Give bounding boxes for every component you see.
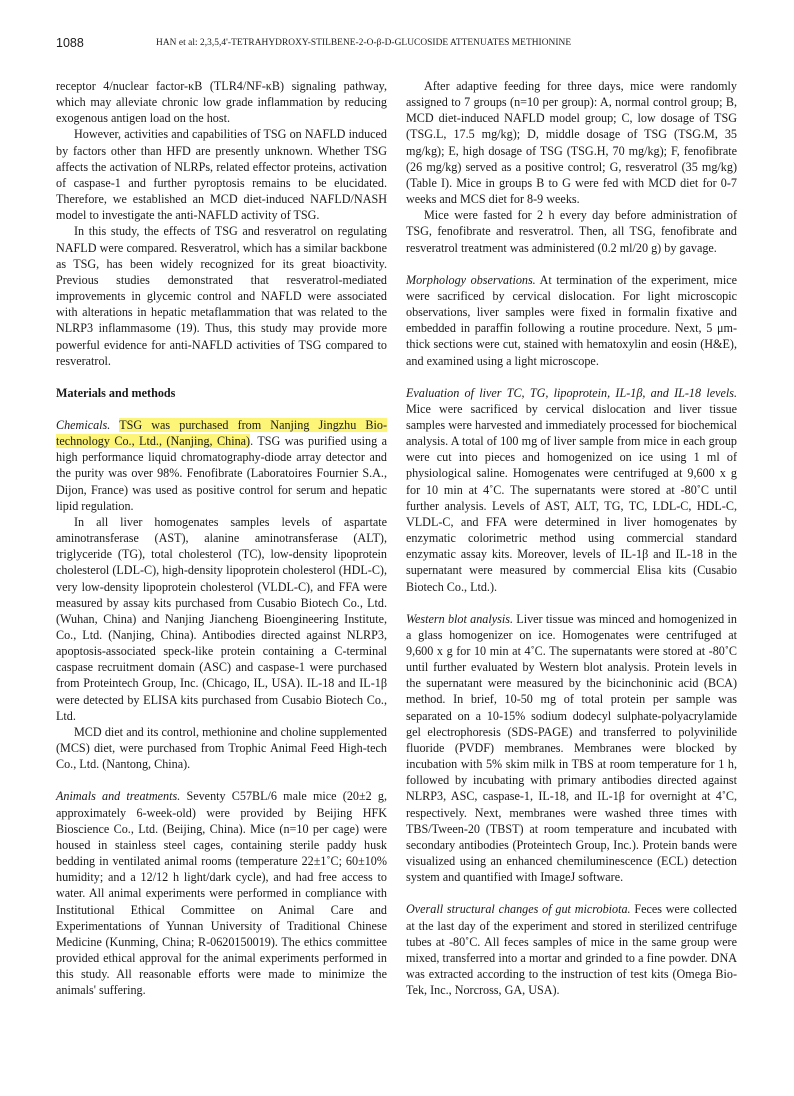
chemicals-text: . TSG was purified using a high performance liquid chromatography-diode array detector and the purity was over 98%. Fenofibrate (Laboratoires Fournier S.A., Dijon, France) was used as positive control for serum and hepatic lipid regulation. [56, 434, 387, 513]
page-number: 1088 [56, 36, 84, 50]
page-header [56, 36, 738, 50]
intro-paragraph-3: In this study, the effects of TSG and resveratrol on regulating NAFLD were compared. Resveratrol, which has a similar backbone as TSG, has been widely recognized for its great bioactivity. Previous studies demonstrated that resveratrol-mediated improvements in glycemic control and NAFLD were associated with alterations in hepatic metaflammation that was related to the NLRP3 inflammasome (19). Thus, this study may provide more powerful evidence for anti-NAFLD activities of TSG compared to resveratrol. [56, 224, 387, 368]
morphology-text: At termination of the experiment, mice were sacrificed by cervical dislocation. For light microscopic observations, liver samples were fixed in formalin fixative and embedded in paraffin following a routine procedure. Next, 5 μm-thick sections were cut, stained with hematoxylin and eosin (H&E), and examined using a light microscope. [406, 272, 737, 368]
animals-text: Seventy C57BL/6 male mice (20±2 g, approximately 6-week-old) were provided by Beijing HFK Bioscience Co., Ltd. (Beijing, China). Mice (n=10 per cage) were housed in stainless steel cages, containing sterile paddy husk bedding in ventilated animal rooms (temperature 22±1˚C; 60±10% humidity; and a 12/12 h light/dark cycle), and had free access to water. All animal experiments were performed in compliance with Institutional Ethical Committee on Animal Care and Experimentations of Yunnan University of Traditional Chinese Medicine (Kunming, China; R-0620150019). The ethics committee provided ethical approval for the animal experiments performed in this study. All reasonable efforts were made to minimize the animals' suffering. [56, 789, 388, 998]
liver-evaluation-subhead: Evaluation of liver TC, TG, lipoprotein, IL-1β, and IL-18 levels. [406, 385, 737, 400]
left-column [56, 78, 387, 998]
western-blot-paragraph [406, 611, 737, 886]
highlighted-text: TSG was purchased from Nanjing Jingzhu Bio-technology Co., Ltd., (Nanjing, China) [56, 417, 387, 449]
western-blot-text: Liver tissue was minced and homogenized in a glass homogenizer on ice. Homogenates were centrifuged at 9,600 x g for 10 min at 4˚C. The supernatants were stored at -80˚C until further evaluated by Western blot analysis. Protein levels in the supernatant were measured by the bicinchoninic acid (BCA) method. In brief, 10-50 mg of total protein per sample was separated on a 10-15% sodium dodecyl sulphate-polyacrylamide gel electrophoresis (SDS-PAGE) and transferred to polyvinilide fluoride (PVDF) membranes. Membranes were blocked by incubation with 5% skim milk in TBS at room temperature for 1 h, followed by incubating with primary antibodies directed against NLRP3, ASC, caspase-1, IL-18, and IL-1β for overnight at 4˚C, respectively. Next, membranes were washed three times with TBS/Tween-20 (TBST) at room temperature and incubated with secondary antibodies (Proteintech Group, Inc.). Protein bands were visualized using an enhanced chemiluminescence (ECL) detection system and quantified with ImageJ software. [406, 611, 737, 885]
groups-paragraph: After adaptive feeding for three days, mice were randomly assigned to 7 groups (n=10 per group): A, normal control group; B, MCD diet-induced NAFLD model group; C, low dosage of TSG (TSG.L, 17.5 mg/kg); D, middle dosage of TSG (TSG.M, 35 mg/kg); E, high dosage of TSG (TSG.H, 70 mg/kg); F, fenofibrate (26 mg/kg) served as a positive control; G, resveratrol (35 mg/kg) (Table I). Mice in groups B to G were fed with MCD diet for 0-7 weeks and MCS diet for 8-9 weeks. [406, 79, 737, 207]
assays-paragraph: In all liver homogenates samples levels of aspartate aminotransferase (AST), alanine aminotransferase (ALT), triglyceride (TG), total cholesterol (TC), low-density lipoprotein cholesterol (LDL-C), high-density lipoprotein cholesterol (HDL-C), very low-density lipoprotein cholesterol (VLDL-C), and FFA were measured by assay kits purchased from Cusabio Biotech Co., Ltd. (Wuhan, China) and Nanjing Jiancheng Bioengineering Institute, Co., Ltd. (Nanjing, China). Antibodies directed against NLRP3, apoptosis-associated speck-like protein containing a C-terminal caspase recruitment domain (ASC) and caspase-1 were purchased from Proteintech Group, Inc. (Chicago, IL, USA). IL-18 and IL-1β were detected by ELISA kits purchased from Cusabio Biotech Co., Ltd. [56, 514, 387, 723]
morphology-subhead: Morphology observations. [406, 272, 536, 287]
intro-paragraph-1: receptor 4/nuclear factor-κB (TLR4/NF-κB) signaling pathway, which may alleviate chronic low grade inflammation by reducing exogenous antigen load on the host. [56, 79, 387, 126]
liver-evaluation-paragraph [406, 385, 737, 595]
microbiota-paragraph [406, 901, 737, 998]
morphology-paragraph [406, 272, 737, 369]
section-heading: Materials and methods [56, 385, 176, 400]
liver-evaluation-text: Mice were sacrificed by cervical dislocation and liver tissue samples were harvested and immediately processed for biochemical analysis. A total of 100 mg of liver sample from mice in each group were cut into pieces and homogenized on ice using 1 ml of physiological saline. Homogenates were centrifuged at 9,600 x g for 10 min at 4˚C. The supernatants were stored at -80˚C until further analysis. Levels of AST, ALT, TG, TC, LDL-C, HDL-C, VLDL-C, and FFA were determined in liver homogenates by enzymatic colorimetric method using commercial standard enzymatic assay kits. Moreover, levels of IL-1β and IL-18 in the supernatant were measured by commercial Elisa kits (Cusabio Biotech Co., Ltd.). [406, 401, 737, 594]
fasting-paragraph: Mice were fasted for 2 h every day before administration of TSG, fenofibrate and resveratrol. Then, all TSG, fenofibrate and resveratrol treatment was administered (0.2 ml/20 g) by gavage. [406, 208, 737, 255]
chemicals-paragraph [56, 417, 387, 514]
diet-paragraph: MCD diet and its control, methionine and choline supplemented (MCS) diet, were purchased from Trophic Animal Feed High-tech Co., Ltd. (Nantong, China). [56, 724, 387, 772]
microbiota-subhead: Overall structural changes of gut microbiota. [406, 902, 631, 917]
western-blot-subhead: Western blot analysis. [406, 611, 513, 626]
microbiota-text: Feces were collected at the last day of the experiment and stored in sterilized centrifuge tubes at -80˚C. All feces samples of mice in the same group were mixed, transferred into a mortar and grinded to a fine powder. DNA was extracted according to the instruction of test kits (Omega Bio-Tek, Inc., Norcross, GA, USA). [406, 902, 737, 998]
running-title: HAN et al: 2,3,5,4'-TETRAHYDROXY-STILBENE-2-O-β-D-GLUCOSIDE ATTENUATES METHIONINE [156, 38, 572, 48]
animals-paragraph [56, 788, 387, 998]
intro-paragraph-2: However, activities and capabilities of TSG on NAFLD induced by factors other than HFD are presently unknown. Whether TSG affects the activation of NLRPs, related effector proteins, activation of caspase-1 and further pyroptosis remains to be elucidated. Therefore, we established an MCD diet-induced NAFLD/NASH model to investigate the anti-NAFLD activity of TSG. [56, 127, 387, 223]
chemicals-subhead: Chemicals. [56, 417, 111, 432]
animals-subhead: Animals and treatments. [56, 789, 181, 804]
right-column [406, 78, 737, 998]
